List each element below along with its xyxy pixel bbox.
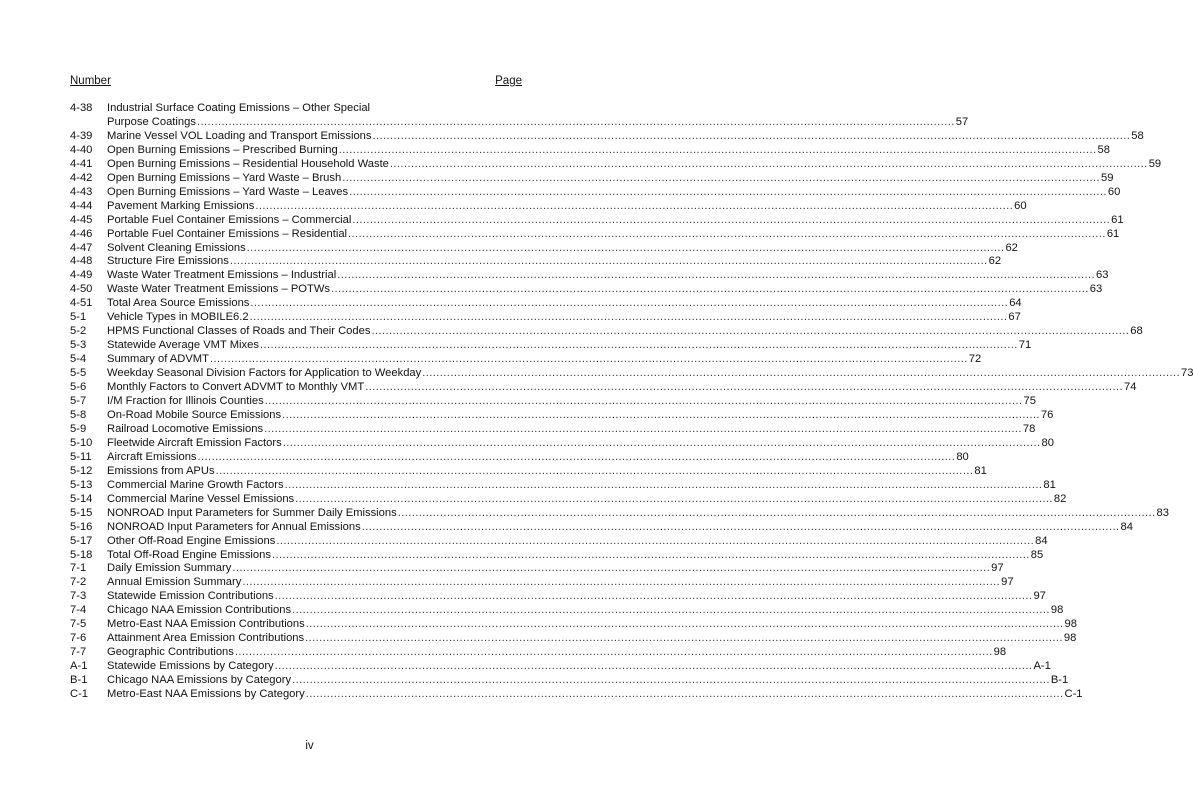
entry-number: 4-43: [70, 185, 93, 198]
entry-line: [107, 297, 1022, 311]
dot-leader: [342, 172, 1100, 186]
entry-page: 61: [1111, 213, 1124, 226]
entry-title: Open Burning Emissions – Prescribed Burning: [107, 143, 338, 156]
dot-leader: [285, 479, 1043, 493]
toc-entry: [70, 157, 1162, 172]
entry-line: [107, 269, 1109, 283]
entry-page: 63: [1089, 283, 1103, 296]
dot-leader: [250, 297, 1008, 311]
dot-leader: [422, 367, 1180, 381]
entry-line: [107, 506, 1169, 521]
dot-leader: [242, 576, 1000, 590]
entry-body: [107, 506, 1169, 521]
entry-body: [107, 241, 1018, 256]
entry-page: 84: [1120, 520, 1133, 533]
entry-line: [107, 590, 1046, 604]
toc-entry: [70, 102, 969, 130]
toc-entry: [70, 632, 1077, 646]
entry-title: Aircraft Emissions: [107, 450, 197, 463]
entry-body: [107, 395, 1036, 409]
entry-line: [107, 604, 1064, 618]
dot-leader: [305, 632, 1063, 646]
entry-title: Attainment Area Emission Contributions: [107, 632, 305, 645]
dot-leader: [250, 311, 1008, 325]
toc-entry: [70, 506, 1169, 521]
entry-line: [107, 339, 1032, 353]
list-of-tables: [70, 102, 1193, 702]
entry-number: 7-6: [70, 632, 87, 645]
dot-leader: [398, 507, 1156, 521]
entry-line: [107, 143, 1110, 158]
entry-title: Chicago NAA Emission Contributions: [107, 604, 292, 617]
entry-body: [107, 478, 1056, 493]
entry-title: Structure Fire Emissions: [107, 255, 229, 268]
dot-leader: [306, 618, 1064, 632]
entry-body: [107, 171, 1114, 186]
entry-number: 4-48: [70, 255, 93, 268]
entry-page: 58: [1097, 143, 1110, 156]
entry-number: 5-2: [70, 325, 87, 338]
dot-leader: [232, 562, 990, 576]
entry-title: Open Burning Emissions – Yard Waste – Brush: [107, 171, 342, 184]
entry-number: 5-13: [70, 478, 93, 491]
entry-page: 80: [956, 450, 969, 463]
entry-title: Marine Vessel VOL Loading and Transport Emissions: [107, 129, 372, 142]
entry-title: Metro-East NAA Emission Contributions: [107, 618, 305, 631]
toc-entry: [70, 395, 1036, 409]
entry-page: 67: [1008, 311, 1021, 324]
dot-leader: [210, 353, 968, 367]
toc-entry: [70, 590, 1046, 604]
entry-body: [107, 492, 1067, 507]
entry-title: Waste Water Treatment Emissions – POTWs: [107, 283, 330, 296]
entry-page: 73: [1181, 367, 1193, 380]
entry-line: [107, 241, 1018, 256]
page-number: iv: [305, 740, 314, 752]
entry-body: [107, 646, 1007, 660]
entry-number: 4-44: [70, 199, 93, 212]
toc-entry: [70, 660, 1051, 674]
entry-line: [107, 227, 1120, 242]
entry-title: Solvent Cleaning Emissions: [107, 241, 246, 254]
entry-page: 97: [991, 562, 1004, 575]
entry-page: 81: [974, 464, 987, 477]
entry-title: Portable Fuel Container Emissions – Commercial: [107, 213, 352, 226]
entry-line: [107, 353, 982, 367]
entry-page: 60: [1107, 185, 1121, 198]
entry-title: Railroad Locomotive Emissions: [107, 422, 264, 435]
entry-line: [107, 395, 1036, 409]
entry-number: A-1: [70, 660, 88, 673]
entry-body: [107, 297, 1022, 311]
dot-leader: [255, 200, 1013, 214]
toc-entry: [70, 492, 1067, 507]
toc-entry: [70, 548, 1044, 563]
entry-title: Portable Fuel Container Emissions – Residential: [107, 227, 348, 240]
entry-line: [107, 548, 1044, 563]
dot-leader: [265, 395, 1023, 409]
dot-leader: [283, 437, 1041, 451]
entry-number: 5-3: [70, 339, 87, 352]
entry-number: C-1: [70, 688, 89, 701]
entry-page: 68: [1130, 325, 1143, 338]
entry-body: [107, 576, 1014, 590]
entry-line: [107, 381, 1137, 395]
entry-body: [107, 353, 982, 367]
dot-leader: [292, 604, 1050, 618]
dot-leader: [235, 646, 993, 660]
entry-number: 5-10: [70, 436, 93, 449]
toc-entry: [70, 688, 1083, 702]
entry-line: [107, 646, 1007, 660]
entry-number: 5-12: [70, 464, 93, 477]
entry-body: [107, 102, 969, 130]
dot-leader: [331, 283, 1089, 297]
toc-entry: [70, 143, 1110, 158]
entry-title: NONROAD Input Parameters for Summer Daily Emissions: [107, 506, 397, 519]
entry-body: [107, 436, 1054, 451]
entry-page: 97: [1001, 576, 1014, 589]
entry-title: Statewide Emission Contributions: [107, 590, 274, 603]
toc-entry: [70, 353, 982, 367]
entry-page: B-1: [1050, 674, 1069, 687]
toc-entry: [70, 562, 1004, 576]
entry-number: 4-42: [70, 171, 93, 184]
entry-page: 98: [993, 646, 1007, 659]
entry-number: 5-1: [70, 311, 87, 324]
entry-title: Annual Emission Summary: [107, 576, 242, 589]
dot-leader: [272, 549, 1030, 563]
entry-body: [107, 450, 969, 465]
entry-body: [107, 157, 1162, 172]
dot-leader: [275, 660, 1033, 674]
entry-number: 4-49: [70, 269, 93, 282]
toc-entry: [70, 618, 1077, 632]
entry-title: Open Burning Emissions – Residential Household Waste: [107, 157, 389, 170]
entry-title-first-line: Industrial Surface Coating Emissions – Other Special: [107, 102, 371, 114]
dot-leader: [230, 255, 988, 269]
entry-line: [107, 255, 1002, 269]
entry-number: 4-45: [70, 213, 93, 226]
entry-title: Chicago NAA Emissions by Category: [107, 674, 292, 687]
toc-entry: [70, 325, 1143, 339]
entry-number: 4-47: [70, 241, 93, 254]
toc-entry: [70, 464, 987, 479]
entry-page: 74: [1123, 381, 1137, 394]
entry-page: 98: [1050, 604, 1064, 617]
entry-line: [107, 115, 969, 130]
entry-title: On-Road Mobile Source Emissions: [107, 408, 282, 421]
entry-body: [107, 381, 1137, 395]
entry-line: [107, 492, 1067, 507]
entry-line: [107, 450, 969, 465]
entry-body: [107, 129, 1144, 144]
entry-body: [107, 269, 1109, 283]
entry-number: 5-18: [70, 548, 93, 561]
entry-line: [107, 436, 1054, 451]
entry-number: 4-38: [70, 102, 93, 114]
entry-page: 80: [1041, 436, 1054, 449]
toc-entry: [70, 129, 1144, 144]
entry-body: [107, 520, 1133, 535]
entry-number: 5-6: [70, 381, 87, 394]
entry-title: HPMS Functional Classes of Roads and Their Codes: [107, 325, 371, 338]
entry-body: [107, 674, 1069, 688]
entry-page: 81: [1043, 478, 1056, 491]
dot-leader: [275, 590, 1033, 604]
entry-number: 4-40: [70, 143, 93, 156]
entry-line: [107, 311, 1021, 325]
toc-entry: [70, 241, 1018, 256]
entry-line: [107, 157, 1162, 172]
entry-number: 5-8: [70, 408, 87, 421]
entry-page: 76: [1040, 408, 1054, 421]
entry-body: [107, 367, 1193, 381]
entry-body: [107, 283, 1103, 297]
entry-number: 7-7: [70, 646, 87, 659]
entry-title: Weekday Seasonal Division Factors for Application to Weekday: [107, 367, 422, 380]
entry-page: 83: [1156, 506, 1169, 519]
entry-number: 7-5: [70, 618, 87, 631]
entry-body: [107, 339, 1032, 353]
entry-line: [107, 618, 1077, 632]
toc-entry: [70, 520, 1133, 535]
entry-body: [107, 562, 1004, 576]
toc-entry: [70, 199, 1027, 214]
dot-leader: [295, 493, 1053, 507]
entry-body: [107, 255, 1002, 269]
entry-number: 7-4: [70, 604, 87, 617]
dot-leader: [276, 535, 1034, 549]
entry-page: 72: [968, 353, 982, 366]
toc-entry: [70, 576, 1014, 590]
toc-entry: [70, 255, 1002, 269]
entry-number: 4-46: [70, 227, 93, 240]
toc-entry: [70, 311, 1021, 325]
entry-title: Other Off-Road Engine Emissions: [107, 534, 276, 547]
dot-leader: [371, 325, 1129, 339]
toc-entry: [70, 339, 1032, 353]
entry-page: 57: [955, 115, 969, 128]
dot-leader: [198, 451, 956, 465]
entry-body: [107, 422, 1036, 437]
entry-page: 64: [1009, 297, 1022, 310]
toc-entry: [70, 478, 1056, 493]
entry-line: [107, 632, 1077, 646]
toc-entry: [70, 171, 1114, 186]
entry-line: [107, 576, 1014, 590]
entry-number: B-1: [70, 674, 88, 687]
entry-page: 61: [1106, 227, 1120, 240]
entry-line: [107, 213, 1124, 228]
dot-leader: [352, 214, 1110, 228]
entry-body: [107, 227, 1120, 242]
entry-number: 5-4: [70, 353, 87, 366]
toc-entry: [70, 408, 1054, 423]
entry-title: Purpose Coatings: [107, 115, 196, 128]
entry-title: Geographic Contributions: [107, 646, 234, 659]
entry-number: 4-51: [70, 297, 93, 310]
toc-entry: [70, 436, 1054, 451]
entry-title: Daily Emission Summary: [107, 562, 232, 575]
entry-page: 62: [1005, 241, 1018, 254]
page-column-heading: Page: [495, 75, 522, 87]
entry-number: 4-39: [70, 129, 93, 142]
entry-page: C-1: [1064, 688, 1083, 701]
entry-title: I/M Fraction for Illinois Counties: [107, 395, 264, 408]
entry-number: 5-7: [70, 395, 87, 408]
dot-leader: [306, 688, 1064, 702]
entry-number: 4-41: [70, 157, 93, 170]
dot-leader: [365, 381, 1123, 395]
toc-entry: [70, 283, 1103, 297]
entry-body: [107, 199, 1027, 214]
entry-body: [107, 325, 1143, 339]
toc-entry: [70, 185, 1121, 200]
entry-body: [107, 660, 1051, 674]
entry-page: 97: [1033, 590, 1046, 603]
entry-line: [107, 478, 1056, 493]
entry-title: Statewide Average VMT Mixes: [107, 339, 259, 352]
entry-line: [107, 129, 1144, 144]
entry-page: 59: [1148, 157, 1162, 170]
entry-body: [107, 213, 1124, 228]
toc-entry: [70, 269, 1109, 283]
entry-page: 84: [1035, 534, 1048, 547]
entry-line: [107, 674, 1069, 688]
dot-leader: [216, 465, 974, 479]
entry-title: Vehicle Types in MOBILE6.2: [107, 311, 249, 324]
number-column-heading: Number: [70, 75, 111, 87]
entry-page: 59: [1101, 171, 1114, 184]
entry-line: [107, 199, 1027, 214]
entry-line: [107, 185, 1121, 200]
toc-entry: [70, 227, 1120, 242]
entry-page: 71: [1018, 339, 1032, 352]
dot-leader: [349, 186, 1107, 200]
entry-line: [107, 562, 1004, 576]
entry-body: [107, 590, 1046, 604]
toc-entry: [70, 297, 1022, 311]
toc-entry: [70, 381, 1137, 395]
entry-line: [107, 534, 1048, 549]
dot-leader: [390, 158, 1148, 172]
entry-line: [107, 660, 1051, 674]
entry-title: Waste Water Treatment Emissions – Industrial: [107, 269, 337, 282]
dot-leader: [292, 674, 1050, 688]
entry-body: [107, 548, 1044, 563]
toc-entry: [70, 534, 1048, 549]
entry-title: Total Area Source Emissions: [107, 297, 250, 310]
toc-entry: [70, 422, 1036, 437]
toc-entry: [70, 604, 1064, 618]
entry-line: [107, 422, 1036, 437]
entry-title: Metro-East NAA Emissions by Category: [107, 688, 305, 701]
toc-entry: [70, 646, 1007, 660]
entry-line: [107, 283, 1103, 297]
entry-line: [107, 520, 1133, 535]
entry-page: 78: [1022, 422, 1036, 435]
entry-body: [107, 604, 1064, 618]
entry-number: 5-16: [70, 520, 93, 533]
dot-leader: [247, 242, 1005, 256]
entry-body: [107, 408, 1054, 423]
dot-leader: [339, 144, 1097, 158]
dot-leader: [337, 269, 1095, 283]
entry-page: 82: [1053, 492, 1067, 505]
entry-title: Emissions from APUs: [107, 464, 215, 477]
entry-body: [107, 688, 1083, 702]
entry-title: Total Off-Road Engine Emissions: [107, 548, 271, 561]
entry-number: 5-15: [70, 506, 93, 519]
toc-entry: [70, 367, 1193, 381]
entry-line: [107, 688, 1083, 702]
entry-page: 85: [1030, 548, 1044, 561]
dot-leader: [264, 423, 1022, 437]
entry-line: [107, 325, 1143, 339]
dot-leader: [197, 116, 955, 130]
entry-number: 5-5: [70, 367, 87, 380]
toc-entry: [70, 674, 1069, 688]
entry-page: 98: [1063, 632, 1077, 645]
entry-title: Fleetwide Aircraft Emission Factors: [107, 436, 282, 449]
entry-line: [107, 464, 987, 479]
entry-number: 7-3: [70, 590, 87, 603]
entry-number: 5-9: [70, 422, 87, 435]
entry-page: 75: [1023, 395, 1036, 408]
entry-page: 63: [1096, 269, 1109, 282]
dot-leader: [260, 339, 1018, 353]
entry-title: Summary of ADVMT: [107, 353, 209, 366]
entry-number: 5-14: [70, 492, 93, 505]
entry-line: [107, 171, 1114, 186]
entry-title: Monthly Factors to Convert ADVMT to Monthly VMT: [107, 381, 365, 394]
entry-page: 62: [988, 255, 1002, 268]
entry-number: 7-2: [70, 576, 87, 589]
entry-line: [107, 408, 1054, 423]
entry-title: Commercial Marine Vessel Emissions: [107, 492, 295, 505]
dot-leader: [362, 521, 1120, 535]
entry-body: [107, 143, 1110, 158]
entry-page: 58: [1131, 129, 1144, 142]
dot-leader: [373, 130, 1131, 144]
entry-body: [107, 311, 1021, 325]
entry-number: 7-1: [70, 562, 87, 575]
dot-leader: [282, 409, 1040, 423]
entry-number: 5-11: [70, 450, 92, 463]
entry-line: [107, 367, 1193, 381]
entry-body: [107, 534, 1048, 549]
dot-leader: [348, 228, 1106, 242]
entry-number: 4-50: [70, 283, 93, 296]
toc-entry: [70, 213, 1124, 228]
entry-title: Pavement Marking Emissions: [107, 199, 255, 212]
entry-page: 60: [1014, 199, 1027, 212]
entry-title: Commercial Marine Growth Factors: [107, 478, 284, 491]
entry-number: 5-17: [70, 534, 93, 547]
entry-body: [107, 185, 1121, 200]
entry-title: NONROAD Input Parameters for Annual Emissions: [107, 520, 361, 533]
toc-entry: [70, 450, 969, 465]
entry-body: [107, 618, 1077, 632]
entry-body: [107, 464, 987, 479]
entry-page: 98: [1064, 618, 1077, 631]
entry-title: Statewide Emissions by Category: [107, 660, 274, 673]
entry-body: [107, 632, 1077, 646]
entry-title: Open Burning Emissions – Yard Waste – Leaves: [107, 185, 349, 198]
entry-page: A-1: [1033, 660, 1051, 673]
